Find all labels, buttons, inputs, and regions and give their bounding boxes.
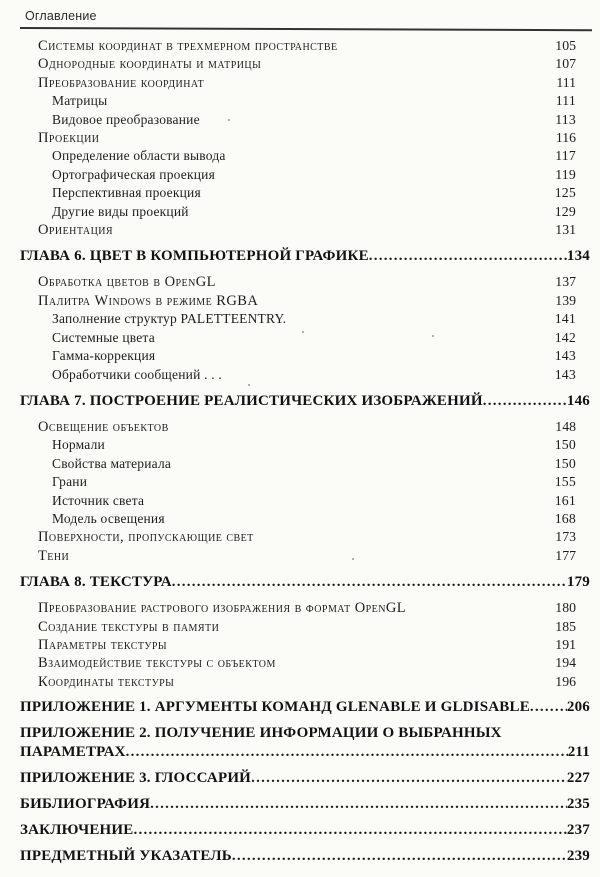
toc-page-number: 180 bbox=[555, 600, 576, 616]
toc-heading-entry bbox=[20, 698, 590, 717]
toc-entry-title: ПРИЛОЖЕНИЕ 2. ПОЛУЧЕНИЕ ИНФОРМАЦИИ О ВЫБРАННЫХ bbox=[20, 725, 502, 742]
toc-entry bbox=[20, 329, 590, 347]
toc-page-number: 237 bbox=[566, 822, 590, 839]
toc-entry-title: Преобразование растрового изображения в формат OpenGL bbox=[38, 600, 407, 617]
toc-entry bbox=[20, 547, 590, 565]
toc-entry bbox=[20, 366, 590, 384]
toc-entry-title: Ориентация bbox=[38, 222, 114, 239]
toc-entry bbox=[20, 436, 590, 454]
toc-page-number: 173 bbox=[555, 529, 576, 545]
toc-entry bbox=[20, 528, 590, 546]
toc-entry-title: Определение области вывода bbox=[52, 148, 226, 164]
toc-entry bbox=[20, 347, 590, 365]
toc-page-number: 211 bbox=[567, 744, 590, 761]
toc-page-number: 155 bbox=[554, 474, 576, 490]
toc-entry bbox=[20, 455, 590, 473]
toc-entry-title: Системные цвета bbox=[52, 329, 155, 345]
dot-leader bbox=[251, 769, 567, 788]
toc-entry-title: ГЛАВА 7. ПОСТРОЕНИЕ РЕАЛИСТИЧЕСКИХ ИЗОБРАЖЕНИЙ bbox=[20, 392, 483, 409]
toc-entry-title: Другие виды проекций bbox=[52, 203, 189, 219]
toc-entry-title: Взаимодействие текстуры с объектом bbox=[38, 655, 276, 672]
toc-page-number: 148 bbox=[555, 418, 576, 434]
toc-entry bbox=[20, 221, 590, 239]
toc-entry-title: Перспективная проекция bbox=[52, 185, 201, 201]
header-rule bbox=[20, 27, 592, 31]
toc-page-number: 150 bbox=[554, 455, 576, 471]
toc-page-number: 194 bbox=[555, 655, 576, 671]
toc-heading-entry bbox=[20, 572, 590, 592]
toc-entry bbox=[20, 492, 590, 510]
toc-entry-title: Свойства материала bbox=[52, 455, 172, 471]
dot-leader bbox=[530, 698, 567, 717]
toc-entry-title: Создание текстуры в памяти bbox=[38, 618, 220, 635]
toc-page-number: 141 bbox=[554, 311, 576, 327]
toc-heading-entry bbox=[20, 724, 590, 743]
toc-entry bbox=[20, 184, 590, 202]
toc-entry-title: Гамма-коррекция bbox=[52, 348, 156, 364]
toc-entry-title: Проекции bbox=[38, 130, 100, 147]
toc-entry-title: ПАРАМЕТРАХ bbox=[20, 744, 126, 761]
toc-entry bbox=[20, 673, 590, 691]
toc-entry-title: ПРЕДМЕТНЫЙ УКАЗАТЕЛЬ bbox=[20, 848, 232, 865]
toc-entry bbox=[20, 273, 590, 291]
toc-entry-title: Заполнение структур PALETTEENTRY. bbox=[52, 311, 287, 327]
scan-artifact bbox=[228, 119, 230, 121]
scan-artifact bbox=[248, 384, 250, 386]
running-head-title: Оглавление bbox=[25, 9, 97, 23]
toc-page-number: 111 bbox=[556, 74, 576, 90]
toc-page-number: 131 bbox=[555, 222, 576, 238]
scan-artifact bbox=[352, 558, 354, 560]
toc-page-number: 119 bbox=[555, 166, 576, 182]
toc-page-number: 134 bbox=[566, 248, 590, 265]
toc-page-number: 196 bbox=[555, 673, 576, 689]
toc-entry bbox=[20, 74, 590, 92]
toc-page-number: 113 bbox=[555, 111, 576, 127]
dot-leader bbox=[172, 572, 567, 592]
toc-page-number: 129 bbox=[554, 203, 576, 219]
toc-entry-title: Грани bbox=[52, 474, 88, 490]
toc-heading-entry bbox=[20, 246, 590, 266]
toc-page-number: 139 bbox=[555, 292, 576, 308]
scan-artifact bbox=[432, 335, 434, 337]
toc-page-number: 143 bbox=[554, 366, 576, 382]
toc-entry-title: Обработчики сообщений . . . bbox=[52, 366, 222, 382]
toc-heading-entry bbox=[20, 795, 590, 814]
toc-entry bbox=[20, 310, 590, 328]
toc-entry bbox=[20, 292, 590, 310]
toc-entry-title: ПРИЛОЖЕНИЕ 1. АРГУМЕНТЫ КОМАНД GLENABLE И GLDISABLE bbox=[20, 699, 530, 716]
toc-entry bbox=[20, 418, 590, 436]
toc-entry-title: ГЛАВА 6. ЦВЕТ В КОМПЬЮТЕРНОЙ ГРАФИКЕ bbox=[20, 248, 369, 265]
toc-entry-title: Матрицы bbox=[52, 93, 108, 109]
toc-entry-title: Системы координат в трехмерном пространстве bbox=[38, 38, 338, 54]
toc-entry-title: Палитра Windows в режиме RGBA bbox=[38, 292, 259, 309]
toc-entry-title: Поверхности, пропускающие свет bbox=[38, 529, 254, 546]
toc-entry-title: Источник света bbox=[52, 492, 145, 508]
toc-entry-title: Параметры текстуры bbox=[38, 636, 168, 653]
toc-page-number: 227 bbox=[566, 770, 590, 787]
toc-entry bbox=[20, 510, 590, 528]
toc-page-number: 116 bbox=[555, 130, 576, 146]
toc-entry bbox=[20, 147, 590, 165]
scan-artifact bbox=[302, 331, 304, 333]
toc-page-number: 206 bbox=[566, 699, 590, 716]
dot-leader bbox=[232, 847, 567, 866]
dot-leader bbox=[126, 743, 568, 762]
toc-entry-title: Координаты текстуры bbox=[38, 673, 175, 690]
toc-entry-title: Освещение объектов bbox=[38, 418, 169, 435]
dot-leader bbox=[369, 246, 567, 266]
toc-page-number: 239 bbox=[566, 848, 590, 865]
toc-page-number: 191 bbox=[555, 636, 576, 652]
toc-entry bbox=[20, 618, 590, 636]
toc-page-number: 146 bbox=[566, 392, 590, 409]
toc-page-number: 107 bbox=[555, 56, 576, 72]
toc-heading-entry bbox=[20, 847, 590, 866]
toc-entry bbox=[20, 203, 590, 221]
toc-entry-title: Тени bbox=[38, 547, 70, 564]
toc-entry bbox=[20, 166, 590, 184]
toc-entry bbox=[20, 473, 590, 491]
toc-entry bbox=[20, 129, 590, 147]
toc-page-number: 125 bbox=[554, 185, 576, 201]
toc-heading-entry bbox=[20, 769, 590, 788]
toc-page-number: 168 bbox=[554, 510, 576, 526]
dot-leader bbox=[133, 821, 566, 840]
toc-entry bbox=[20, 55, 590, 73]
toc-entry-title: БИБЛИОГРАФИЯ bbox=[20, 796, 151, 813]
toc-page-number: 150 bbox=[554, 437, 576, 453]
toc-entry-title: Обработка цветов в OpenGL bbox=[38, 274, 216, 291]
toc-entry-title: Преобразование координат bbox=[38, 74, 205, 91]
dot-leader bbox=[150, 795, 567, 814]
toc-entry bbox=[20, 636, 590, 654]
toc-entry bbox=[20, 111, 590, 129]
toc-page-number: 235 bbox=[566, 796, 590, 813]
toc-page-number: 117 bbox=[555, 148, 576, 164]
toc-page-number: 161 bbox=[554, 492, 576, 508]
toc-page-number: 137 bbox=[555, 274, 576, 290]
toc-page-number: 179 bbox=[566, 574, 590, 591]
toc-entry bbox=[20, 92, 590, 110]
toc-entry-title: ЗАКЛЮЧЕНИЕ bbox=[20, 822, 134, 839]
toc-list bbox=[20, 37, 590, 866]
toc-page-number: 143 bbox=[554, 348, 576, 364]
toc-page-number: 111 bbox=[555, 93, 576, 109]
toc-entry-title: Видовое преобразование bbox=[52, 111, 200, 127]
toc-entry-title: Ортографическая проекция bbox=[52, 166, 215, 182]
toc-entry bbox=[20, 599, 590, 617]
toc-page-number: 177 bbox=[555, 547, 576, 563]
toc-page-number: 185 bbox=[555, 618, 576, 634]
toc-entry-title: ПРИЛОЖЕНИЕ 3. ГЛОССАРИЙ bbox=[20, 770, 252, 787]
toc-entry-title: ГЛАВА 8. ТЕКСТУРА bbox=[20, 574, 172, 591]
toc-heading-entry bbox=[20, 391, 590, 411]
toc-page-number: 105 bbox=[555, 38, 576, 53]
toc-page-number: 142 bbox=[554, 329, 576, 345]
toc-heading-entry bbox=[20, 821, 590, 840]
toc-entry bbox=[20, 37, 590, 55]
toc-heading-entry bbox=[20, 743, 590, 762]
toc-entry bbox=[20, 654, 590, 672]
toc-entry-title: Модель освещения bbox=[52, 510, 165, 526]
dot-leader bbox=[483, 391, 567, 411]
toc-entry-title: Однородные координаты и матрицы bbox=[38, 56, 262, 73]
toc-entry-title: Нормали bbox=[52, 437, 105, 453]
